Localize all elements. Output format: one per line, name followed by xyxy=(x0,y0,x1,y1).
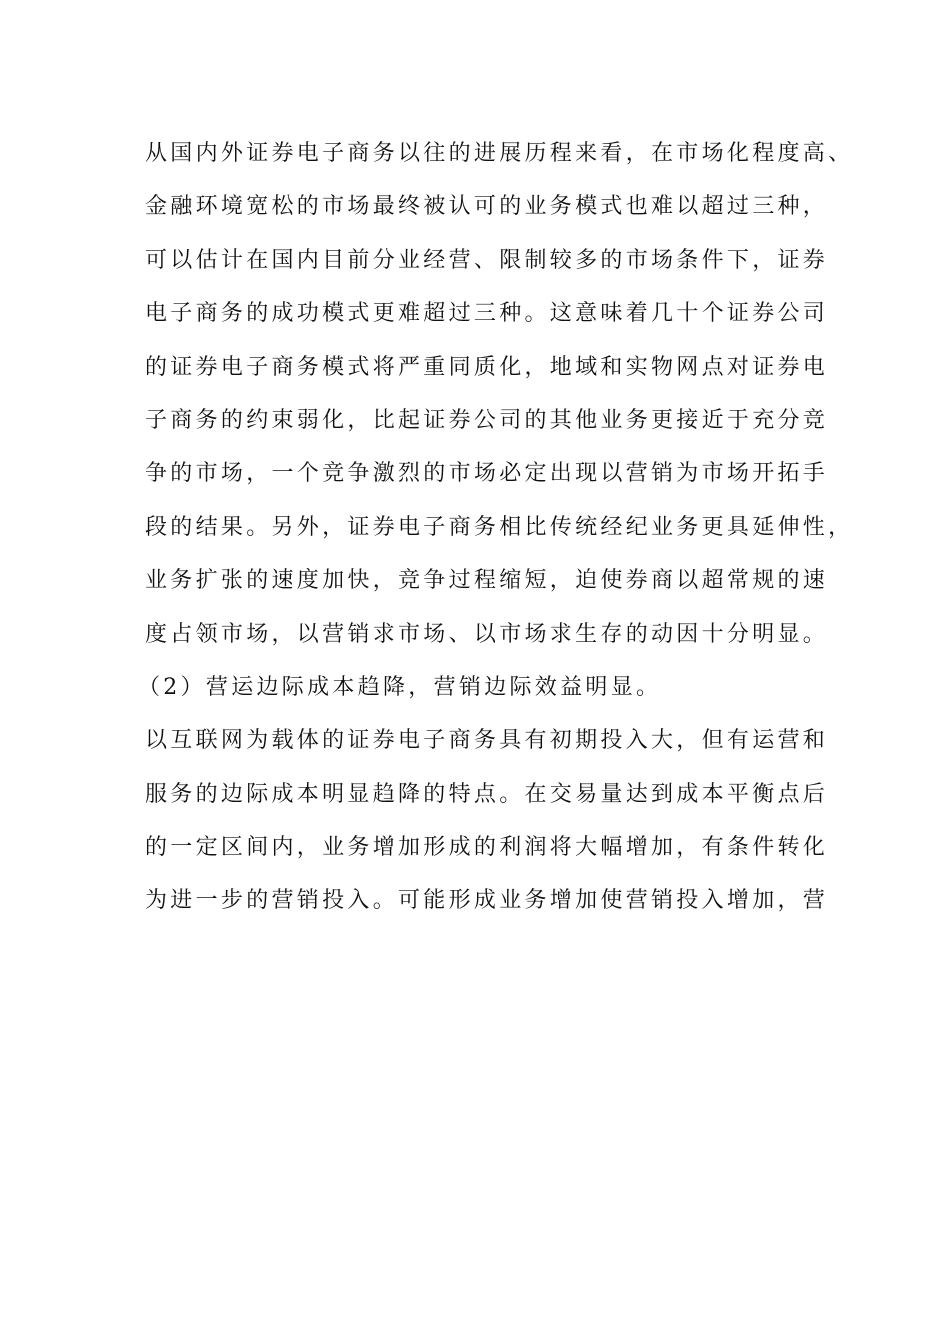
text-line: 服务的边际成本明显趋降的特点。在交易量达到成本平衡点后 xyxy=(145,781,829,807)
text-line: 子商务的约束弱化，比起证券公司的其他业务更接近于充分竞 xyxy=(145,407,829,433)
text-line: 为进一步的营销投入。可能形成业务增加使营销投入增加，营 xyxy=(145,888,829,914)
text-line: 业务扩张的速度加快，竞争过程缩短，迫使券商以超常规的速 xyxy=(145,568,829,594)
body-text xyxy=(138,127,854,928)
section-heading: （2）营运边际成本趋降，营销边际效益明显。 xyxy=(138,674,662,700)
text-line: 金融环境宽松的市场最终被认可的业务模式也难以超过三种， xyxy=(145,194,829,220)
text-line: 的证券电子商务模式将严重同质化，地域和实物网点对证券电 xyxy=(145,354,829,380)
text-line: 的一定区间内，业务增加形成的利润将大幅增加，有条件转化 xyxy=(145,835,829,861)
text-line: 段的结果。另外，证券电子商务相比传统经纪业务更具延伸性， xyxy=(145,514,854,540)
text-line: 可以估计在国内目前分业经营、限制较多的市场条件下，证券 xyxy=(145,247,829,273)
text-line: 以互联网为载体的证券电子商务具有初期投入大，但有运营和 xyxy=(145,728,829,754)
text-line: 争的市场，一个竞争激烈的市场必定出现以营销为市场开拓手 xyxy=(145,461,829,487)
text-line: 从国内外证券电子商务以往的进展历程来看，在市场化程度高、 xyxy=(145,141,854,166)
text-line: 电子商务的成功模式更难超过三种。这意味着几十个证券公司 xyxy=(145,301,829,327)
text-line: 度占领市场，以营销求市场、以市场求生存的动因十分明显。 xyxy=(145,621,829,647)
